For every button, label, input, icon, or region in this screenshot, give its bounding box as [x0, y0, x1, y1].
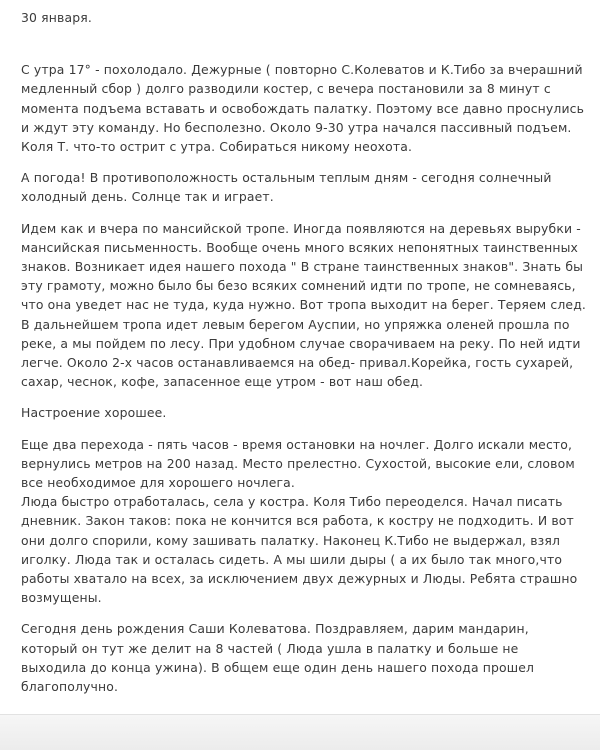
- paragraph-mood: Настроение хорошее.: [21, 405, 167, 421]
- page-bottom-strip: [0, 714, 600, 750]
- paragraph-trail: Идем как и вчера по мансийской тропе. Иногда появляются на деревьях вырубки - мансийская письменность. Вообще очень много всяких непонятных таинственных знаков. Возникает идея нашего похода " В стране таинственных знаков". Знать бы эту грамоту, можно было бы безо всяких сомнений идти по тропе, не сомневаясь, что она уведет нас не туда, куда нужно. Вот тропа выходит на берег. Теряем след. В дальнейшем тропа идет левым берегом Ауспии, но упряжка оленей прошла по реке, а мы пойдем по лесу. При удобном случае сворачиваем на реку. По ней идти легче. Около 2-х часов останавливаемся на обед- привал.Корейка, гость сухарей, сахар, чеснок, кофе, запасенное еще утром - вот наш обед.: [21, 220, 587, 390]
- paragraph-birthday: Сегодня день рождения Саши Колеватова. Поздравляем, дарим мандарин, который он тут же делит на 8 частей ( Люда ушла в палатку и больше не выходила до конца ужина). В общем еще один день нашего похода прошел благополучно.: [21, 621, 535, 695]
- paragraph-weather: А погода! В противоположность остальным теплым дням - сегодня солнечный холодный день. Солнце так и играет.: [21, 170, 552, 205]
- paragraph-camp: Еще два перехода - пять часов - время остановки на ночлег. Долго искали место, вернулись метров на 200 назад. Место прелестно. Сухостой, высокие ели, словом все необходимое для хорошего ночлега.: [21, 436, 575, 491]
- diary-date: 30 января.: [21, 10, 92, 25]
- paragraph-morning: С утра 17° - похолодало. Дежурные ( повторно С.Колеватов и К.Тибо за вчерашний медленный сбор ) долго разводили костер, с вечера постановили за 8 минут с момента подъема вставать и освобождать палатку. Поэтому все давно проснулись и ждут эту команду. Но бесполезно. Около 9-30 утра начался пассивный подъем. Коля Т. что-то острит с утра. Собираться никому неохота.: [21, 62, 585, 155]
- paragraph-tent-repair: Люда быстро отработалась, села у костра. Коля Тибо переоделся. Начал писать дневник. Закон таков: пока не кончится вся работа, к костру не подходить. И вот они долго спорили, кому зашивать палатку. Наконец К.Тибо не выдержал, взял иголку. Люда так и осталась сидеть. А мы шили дыры ( а их было так много,что работы хватало на всех, за исключением двух дежурных и Люды. Ребята страшно возмущены.: [21, 494, 578, 606]
